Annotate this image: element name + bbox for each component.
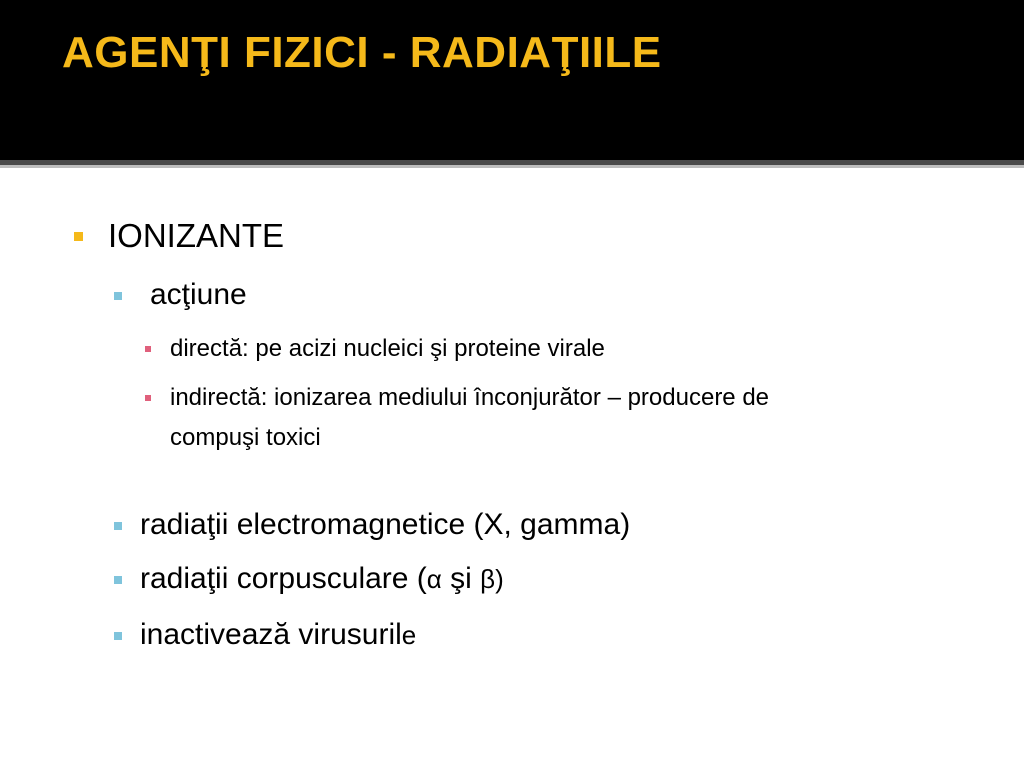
- bullet-radiatii-corpusculare: radiaţii corpusculare (α şi β): [140, 562, 504, 595]
- bullet-inactiveaza: inactivează virusurile: [140, 618, 417, 651]
- slide-title: AGENŢI FIZICI - RADIAŢIILE: [62, 28, 662, 77]
- bullet-square-icon: [114, 576, 122, 584]
- bullet-square-icon: [145, 395, 151, 401]
- title-bar: [0, 0, 1024, 160]
- title-divider-shadow: [0, 165, 1024, 168]
- alpha-symbol: α: [426, 564, 442, 594]
- bullet-ionizante: IONIZANTE: [108, 217, 285, 254]
- bullet-indirecta: indirectă: ionizarea mediului înconjurător – producere de compuşi toxici: [170, 384, 770, 451]
- bullet-square-icon: [145, 346, 151, 352]
- bullet-square-icon: [114, 632, 122, 640]
- bullet-directa: directă: pe acizi nucleici şi proteine virale: [170, 335, 605, 362]
- bullet-square-icon: [74, 232, 83, 241]
- bullet-square-icon: [114, 522, 122, 530]
- bullet-actiune: acţiune: [150, 278, 247, 311]
- beta-symbol: β: [480, 564, 496, 594]
- bullet-radiatii-electromagnetice: radiaţii electromagnetice (X, gamma): [140, 508, 631, 541]
- bullet-square-icon: [114, 292, 122, 300]
